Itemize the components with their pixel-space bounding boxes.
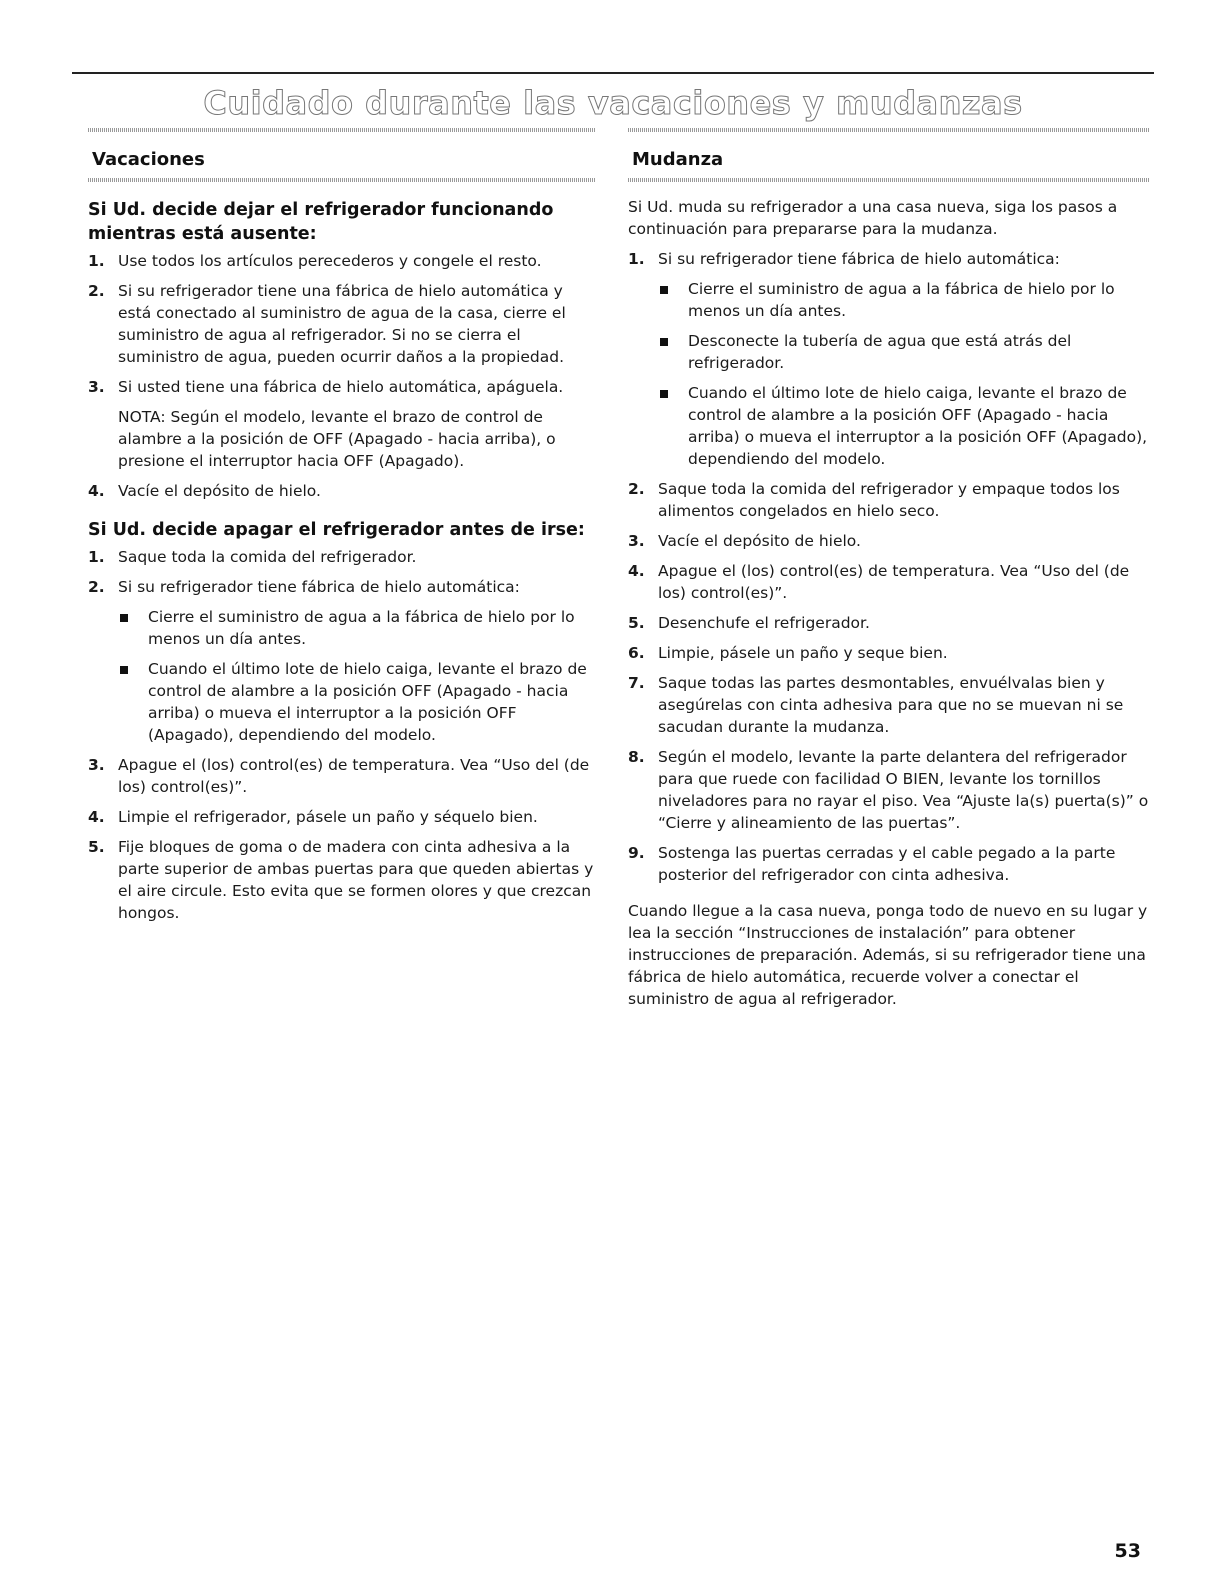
section-divider — [628, 128, 1150, 132]
section-divider — [628, 178, 1150, 182]
step-text: Si su refrigerador tiene una fábrica de hielo automática y está conectado al suministro de agua de la casa, cierre el suministro de agua al refrigerador. Si no se cierra el suministro de agua, pueden ocurrir daños a la propiedad. — [118, 282, 566, 366]
list-item — [88, 250, 596, 272]
step-number: 8. — [628, 748, 645, 766]
step-text: Saque toda la comida del refrigerador. — [118, 548, 417, 566]
step-text: Vacíe el depósito de hielo. — [658, 532, 861, 550]
step-text: Vacíe el depósito de hielo. — [118, 482, 321, 500]
step-number: 7. — [628, 674, 645, 692]
list-item — [628, 672, 1150, 738]
list-item — [88, 546, 596, 568]
list-item — [628, 746, 1150, 834]
list-item — [88, 754, 596, 798]
note-text: Según el modelo, levante el brazo de control de alambre a la posición de OFF (Apagado - hacia arriba), o presione el interruptor hacia OFF (Apagado). — [118, 408, 556, 470]
step-text: Saque toda la comida del refrigerador y empaque todos los alimentos congelados en hielo seco. — [658, 480, 1120, 520]
step-number: 3. — [88, 378, 105, 396]
step-number: 4. — [88, 808, 105, 826]
step-text: Limpie, pásele un paño y seque bien. — [658, 644, 948, 662]
note — [118, 406, 596, 472]
step-number: 2. — [88, 578, 105, 596]
vacaciones-heading: Vacaciones — [92, 149, 205, 170]
step-text: Si su refrigerador tiene fábrica de hielo automática: — [118, 578, 520, 596]
bullet-list — [658, 278, 1150, 470]
section-divider — [88, 178, 596, 182]
top-rule — [72, 72, 1154, 74]
bullet-item — [118, 658, 596, 746]
bullet-item — [118, 606, 596, 650]
step-text: Limpie el refrigerador, pásele un paño y séquelo bien. — [118, 808, 538, 826]
step-text: Use todos los artículos perecederos y congele el resto. — [118, 252, 542, 270]
vacaciones-subhead-1: Si Ud. decide dejar el refrigerador funcionando mientras está ausente: — [88, 200, 554, 244]
bullet-item — [658, 330, 1150, 374]
bullet-text: Desconecte la tubería de agua que está atrás del refrigerador. — [688, 332, 1072, 372]
square-bullet-icon — [660, 286, 668, 294]
list-item — [628, 842, 1150, 886]
step-number: 2. — [88, 282, 105, 300]
step-number: 3. — [628, 532, 645, 550]
note-label: NOTA: — [118, 408, 166, 426]
vacaciones-list-2 — [88, 546, 596, 924]
bullet-item — [658, 382, 1150, 470]
list-item — [88, 576, 596, 746]
step-number: 1. — [88, 548, 105, 566]
step-text: Apague el (los) control(es) de temperatura. Vea “Uso del (de los) control(es)”. — [118, 756, 590, 796]
list-item — [88, 836, 596, 924]
mudanza-outro: Cuando llegue a la casa nueva, ponga todo de nuevo en su lugar y lea la sección “Instrucciones de instalación” para obtener instrucciones de preparación. Además, si su refrigerador tiene una fábrica de hielo automática, recuerde volver a conectar el suministro de agua al refrigerador. — [628, 902, 1148, 1008]
list-item — [88, 376, 596, 472]
bullet-text: Cierre el suministro de agua a la fábrica de hielo por lo menos un día antes. — [688, 280, 1115, 320]
list-item — [628, 478, 1150, 522]
step-text: Fije bloques de goma o de madera con cinta adhesiva a la parte superior de ambas puertas para que queden abiertas y el aire circule. Esto evita que se formen olores y que crezcan hongos. — [118, 838, 594, 922]
page-number: 53 — [1114, 1540, 1141, 1562]
section-divider — [88, 128, 596, 132]
step-text: Desenchufe el refrigerador. — [658, 614, 870, 632]
page-title: Cuidado durante las vacaciones y mudanzas — [203, 84, 1023, 122]
list-item — [88, 806, 596, 828]
list-item — [88, 480, 596, 502]
square-bullet-icon — [120, 614, 128, 622]
square-bullet-icon — [120, 666, 128, 674]
bullet-list — [118, 606, 596, 746]
step-number: 3. — [88, 756, 105, 774]
step-number: 6. — [628, 644, 645, 662]
list-item — [88, 280, 596, 368]
step-number: 9. — [628, 844, 645, 862]
mudanza-list — [628, 248, 1150, 886]
vacaciones-subhead-2: Si Ud. decide apagar el refrigerador antes de irse: — [88, 520, 585, 540]
square-bullet-icon — [660, 390, 668, 398]
step-text: Según el modelo, levante la parte delantera del refrigerador para que ruede con facilidad O BIEN, levante los tornillos niveladores para no rayar el piso. Vea “Ajuste la(s) puerta(s)” o “Cierre y alineamiento de las puertas”. — [658, 748, 1149, 832]
bullet-text: Cuando el último lote de hielo caiga, levante el brazo de control de alambre a la posición OFF (Apagado - hacia arriba) o mueva el interruptor a la posición OFF (Apagado), dependiendo del modelo. — [688, 384, 1148, 468]
list-item — [628, 530, 1150, 552]
mudanza-heading: Mudanza — [632, 149, 724, 170]
step-number: 5. — [628, 614, 645, 632]
list-item — [628, 612, 1150, 634]
step-text: Apague el (los) control(es) de temperatura. Vea “Uso del (de los) control(es)”. — [658, 562, 1130, 602]
mudanza-intro: Si Ud. muda su refrigerador a una casa nueva, siga los pasos a continuación para prepararse para la mudanza. — [628, 198, 1118, 238]
list-item — [628, 642, 1150, 664]
step-number: 4. — [88, 482, 105, 500]
bullet-item — [658, 278, 1150, 322]
step-number: 5. — [88, 838, 105, 856]
step-text: Si usted tiene una fábrica de hielo automática, apáguela. — [118, 378, 564, 396]
step-number: 1. — [88, 252, 105, 270]
step-text: Si su refrigerador tiene fábrica de hielo automática: — [658, 250, 1060, 268]
step-number: 4. — [628, 562, 645, 580]
bullet-text: Cierre el suministro de agua a la fábrica de hielo por lo menos un día antes. — [148, 608, 575, 648]
mudanza-column — [628, 128, 1150, 1018]
step-text: Sostenga las puertas cerradas y el cable pegado a la parte posterior del refrigerador con cinta adhesiva. — [658, 844, 1116, 884]
bullet-text: Cuando el último lote de hielo caiga, levante el brazo de control de alambre a la posición OFF (Apagado - hacia arriba) o mueva el interruptor a la posición OFF (Apagado), dependiendo del modelo. — [148, 660, 587, 744]
step-number: 1. — [628, 250, 645, 268]
step-text: Saque todas las partes desmontables, envuélvalas bien y asegúrelas con cinta adhesiva para que no se muevan ni se sacudan durante la mudanza. — [658, 674, 1124, 736]
list-item — [628, 560, 1150, 604]
vacaciones-list-1 — [88, 250, 596, 502]
list-item — [628, 248, 1150, 470]
square-bullet-icon — [660, 338, 668, 346]
vacaciones-column — [88, 128, 596, 932]
step-number: 2. — [628, 480, 645, 498]
